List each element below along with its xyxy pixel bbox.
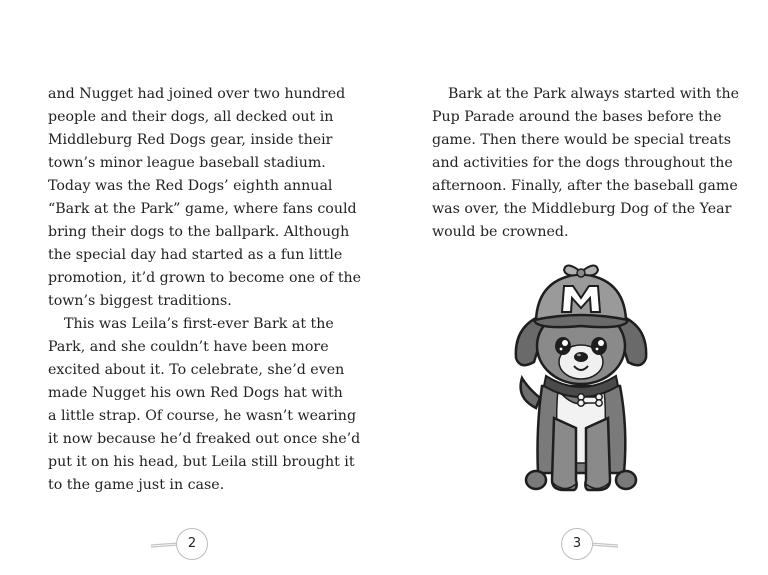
text-line: people and their dogs, all decked out in	[48, 109, 334, 125]
text-line: and Nugget had joined over two hundred	[48, 86, 346, 102]
text-line: made Nugget his own Red Dogs hat with	[48, 385, 343, 401]
decorative-swoosh-icon	[589, 540, 619, 548]
puppy-illustration	[506, 258, 656, 496]
page-number-badge-right	[561, 528, 597, 560]
page-number-badge-left	[176, 528, 212, 560]
text-line: town’s biggest traditions.	[48, 293, 232, 309]
text-line: it now because he’d freaked out once she’d	[48, 431, 361, 447]
right-page-text	[432, 83, 739, 244]
text-line: This was Leila’s first-ever Bark at the	[64, 316, 334, 332]
text-line: excited about it. To celebrate, she’d even	[48, 362, 345, 378]
text-line: town’s minor league baseball stadium.	[48, 155, 326, 171]
text-line: Middleburg Red Dogs gear, inside their	[48, 132, 333, 148]
text-line: Park, and she couldn’t have been more	[48, 339, 329, 355]
page-number: 3	[561, 528, 593, 560]
text-line: Today was the Red Dogs’ eighth annual	[48, 178, 333, 194]
text-line: would be crowned.	[432, 224, 569, 240]
text-line: bring their dogs to the ballpark. Although	[48, 224, 350, 240]
text-line: to the game just in case.	[48, 477, 225, 493]
text-line: a little strap. Of course, he wasn’t wearing	[48, 408, 357, 424]
text-line: promotion, it’d grown to become one of the	[48, 270, 362, 286]
right-page	[384, 0, 768, 575]
puppy-in-baseball-cap-icon	[506, 258, 656, 496]
text-line: “Bark at the Park” game, where fans could	[48, 201, 357, 217]
text-line: Bark at the Park always started with the	[448, 86, 740, 102]
text-line: was over, the Middleburg Dog of the Year	[432, 201, 732, 217]
page-number: 2	[176, 528, 208, 560]
text-line: game. Then there would be special treats	[432, 132, 731, 148]
text-line: the special day had started as a fun little	[48, 247, 343, 263]
text-line: afternoon. Finally, after the baseball game	[432, 178, 738, 194]
left-page-text	[48, 83, 361, 497]
text-line: Pup Parade around the bases before the	[432, 109, 722, 125]
text-line: put it on his head, but Leila still brought it	[48, 454, 355, 470]
text-line: and activities for the dogs throughout the	[432, 155, 733, 171]
